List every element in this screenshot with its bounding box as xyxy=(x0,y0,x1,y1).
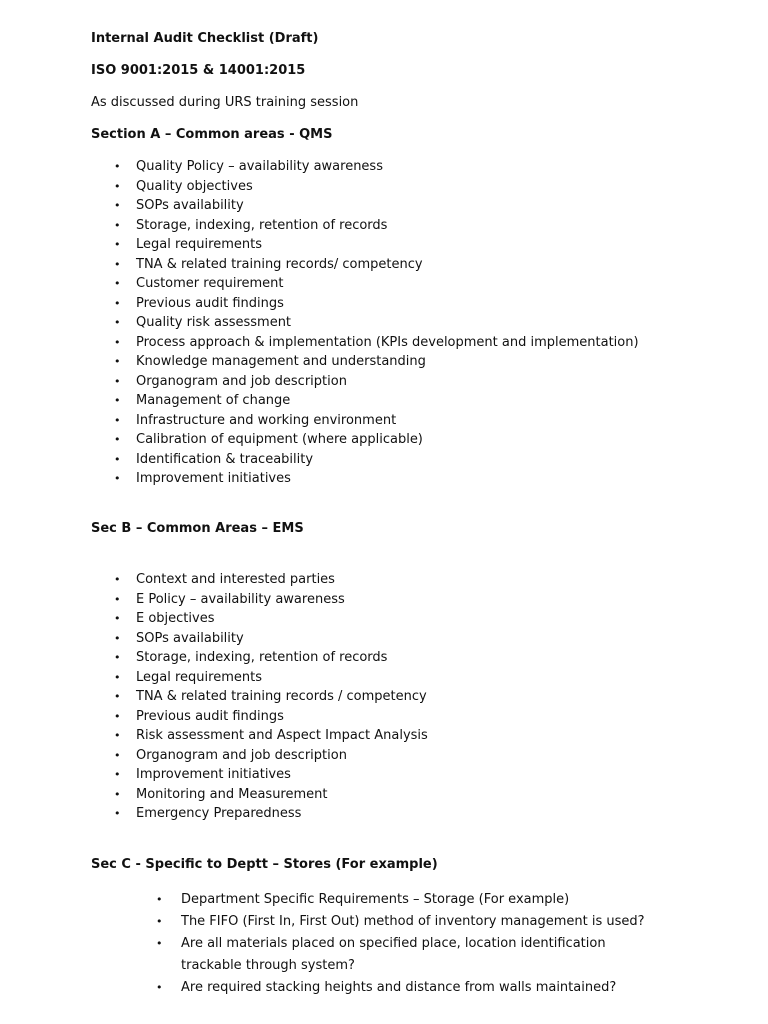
list-item xyxy=(114,570,428,590)
list-item xyxy=(114,609,428,629)
list-item-text: The FIFO (First In, First Out) method of inventory management is used? xyxy=(181,914,645,929)
list-item xyxy=(114,255,639,275)
bullet-icon: • xyxy=(114,748,121,762)
list-item xyxy=(114,629,428,649)
bullet-icon: • xyxy=(114,651,121,664)
bullet-icon: • xyxy=(114,316,121,329)
bullet-icon: • xyxy=(156,981,163,994)
list-item xyxy=(114,785,428,805)
bullet-icon: • xyxy=(114,238,121,251)
list-item-text: SOPs availability xyxy=(136,198,244,213)
list-item-text: Are required stacking heights and distance from walls maintained? xyxy=(181,980,617,995)
list-item xyxy=(114,726,428,746)
list-item xyxy=(114,430,639,450)
bullet-icon: • xyxy=(156,893,163,906)
bullet-icon: • xyxy=(114,631,121,645)
list-item xyxy=(114,157,639,177)
bullet-icon: • xyxy=(114,592,121,606)
bullet-icon: • xyxy=(114,452,121,466)
list-item-text: SOPs availability xyxy=(136,630,244,646)
section-b-list xyxy=(114,570,428,824)
bullet-icon: • xyxy=(114,413,121,427)
list-item-text: Organogram and job description xyxy=(136,747,347,763)
bullet-icon: • xyxy=(114,335,121,349)
list-item-text: Calibration of equipment (where applicable) xyxy=(136,432,423,447)
list-item xyxy=(114,333,639,353)
section-c-list xyxy=(156,889,661,999)
list-item-text: Improvement initiatives xyxy=(136,471,291,486)
list-item-text: Identification & traceability xyxy=(136,451,314,467)
list-item-text: Context and interested parties xyxy=(136,572,335,587)
list-item xyxy=(114,687,428,707)
list-item-text: Customer requirement xyxy=(136,276,284,291)
list-item-text: Quality risk assessment xyxy=(136,315,292,330)
bullet-icon: • xyxy=(114,709,121,723)
list-item-text: Quality Policy – availability awareness xyxy=(136,159,383,174)
list-item xyxy=(114,294,639,314)
list-item-text: Storage, indexing, retention of records xyxy=(136,217,388,233)
list-item-text: Infrastructure and working environment xyxy=(136,412,397,428)
list-item-text: Are all materials placed on specified place, location identification trackable through system? xyxy=(181,936,606,973)
bullet-icon: • xyxy=(156,915,163,928)
list-item xyxy=(114,216,639,236)
bullet-icon: • xyxy=(114,374,121,388)
list-item xyxy=(114,313,639,333)
list-item xyxy=(114,235,639,255)
document-standard: ISO 9001:2015 & 14001:2015 xyxy=(91,63,306,78)
list-item xyxy=(114,411,639,431)
list-item xyxy=(156,933,661,977)
list-item-text: Legal requirements xyxy=(136,237,262,252)
section-c-heading: Sec C - Specific to Deptt – Stores (For example) xyxy=(91,857,438,872)
document-title: Internal Audit Checklist (Draft) xyxy=(91,31,319,46)
bullet-icon: • xyxy=(114,355,121,368)
list-item xyxy=(156,889,661,911)
bullet-icon: • xyxy=(114,472,121,485)
bullet-icon: • xyxy=(156,937,163,950)
bullet-icon: • xyxy=(114,394,121,407)
list-item-text: Improvement initiatives xyxy=(136,767,291,782)
list-item xyxy=(114,765,428,785)
bullet-icon: • xyxy=(114,612,121,625)
list-item-text: Quality objectives xyxy=(136,178,253,194)
list-item xyxy=(156,911,661,933)
section-a-list xyxy=(114,157,639,489)
bullet-icon: • xyxy=(114,296,121,310)
list-item-text: Department Specific Requirements – Storage (For example) xyxy=(181,892,570,907)
list-item-text: E Policy – availability awareness xyxy=(136,591,345,607)
list-item xyxy=(156,977,661,999)
list-item-text: Legal requirements xyxy=(136,669,262,685)
document-note: As discussed during URS training session xyxy=(91,95,359,110)
list-item xyxy=(114,648,428,668)
bullet-icon: • xyxy=(114,199,121,212)
list-item xyxy=(114,590,428,610)
list-item xyxy=(114,274,639,294)
list-item xyxy=(114,469,639,489)
list-item xyxy=(114,196,639,216)
list-item xyxy=(114,372,639,392)
bullet-icon: • xyxy=(114,179,121,193)
list-item-text: Risk assessment and Aspect Impact Analysis xyxy=(136,728,428,743)
bullet-icon: • xyxy=(114,218,121,232)
list-item-text: Knowledge management and understanding xyxy=(136,354,426,369)
bullet-icon: • xyxy=(114,787,121,801)
bullet-icon: • xyxy=(114,768,121,781)
section-a-heading: Section A – Common areas - QMS xyxy=(91,127,333,142)
list-item xyxy=(114,746,428,766)
list-item xyxy=(114,450,639,470)
section-b-heading: Sec B – Common Areas – EMS xyxy=(91,521,304,536)
bullet-icon: • xyxy=(114,257,121,271)
list-item-text: Monitoring and Measurement xyxy=(136,786,328,802)
list-item-text: Previous audit findings xyxy=(136,708,284,724)
bullet-icon: • xyxy=(114,160,121,173)
list-item xyxy=(114,391,639,411)
list-item-text: Emergency Preparedness xyxy=(136,806,302,821)
list-item-text: Previous audit findings xyxy=(136,295,284,311)
list-item-text: E objectives xyxy=(136,611,215,626)
list-item-text: TNA & related training records / competency xyxy=(136,689,427,704)
bullet-icon: • xyxy=(114,807,121,820)
list-item-text: Process approach & implementation (KPIs development and implementation) xyxy=(136,334,639,350)
bullet-icon: • xyxy=(114,670,121,684)
list-item xyxy=(114,668,428,688)
list-item xyxy=(114,804,428,824)
bullet-icon: • xyxy=(114,690,121,703)
list-item-text: Management of change xyxy=(136,393,291,408)
list-item xyxy=(114,352,639,372)
bullet-icon: • xyxy=(114,729,121,742)
list-item-text: Organogram and job description xyxy=(136,373,347,389)
list-item-text: Storage, indexing, retention of records xyxy=(136,650,388,665)
list-item xyxy=(114,177,639,197)
bullet-icon: • xyxy=(114,573,121,586)
bullet-icon: • xyxy=(114,277,121,290)
bullet-icon: • xyxy=(114,433,121,446)
list-item-text: TNA & related training records/ competency xyxy=(136,256,423,272)
list-item xyxy=(114,707,428,727)
